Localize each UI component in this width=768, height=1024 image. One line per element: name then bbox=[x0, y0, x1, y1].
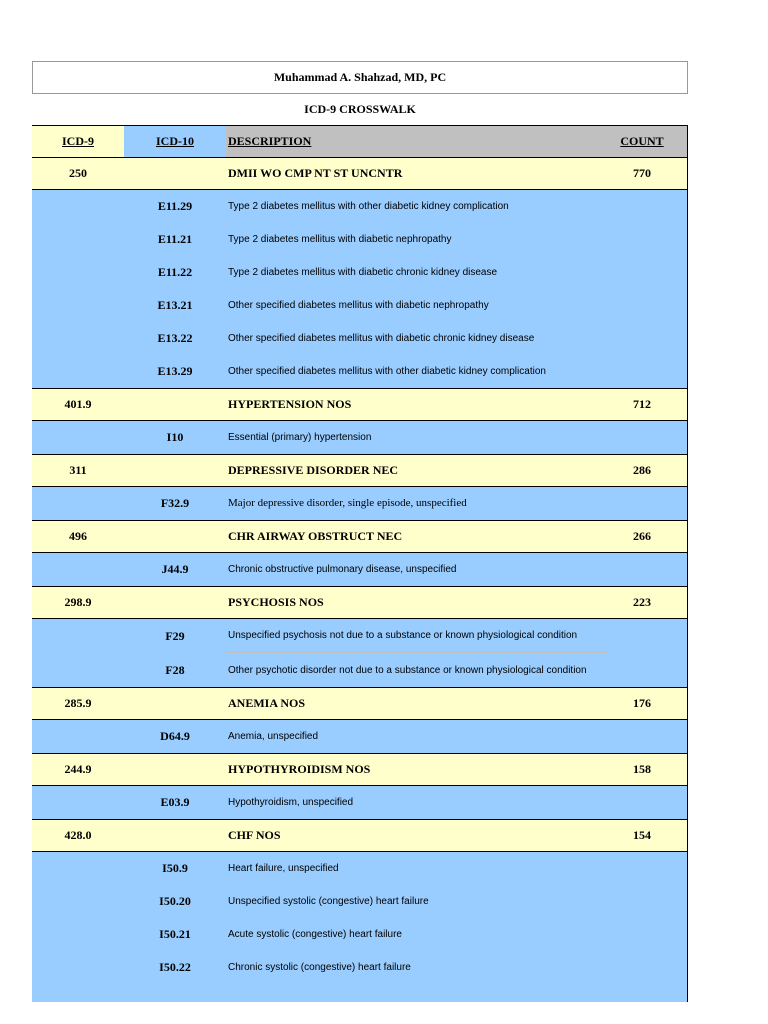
header-description: DESCRIPTION bbox=[226, 126, 597, 157]
icd10-code: E13.29 bbox=[157, 364, 193, 378]
icd9-code: 285.9 bbox=[64, 696, 92, 710]
icd10-code: I50.20 bbox=[159, 894, 191, 908]
icd10-code: F28 bbox=[165, 662, 185, 677]
header-count: COUNT bbox=[597, 126, 687, 157]
icd10-mappings bbox=[32, 852, 687, 1002]
icd10-row bbox=[32, 289, 687, 322]
icd9-row bbox=[32, 455, 687, 487]
icd9-code-empty bbox=[32, 553, 124, 586]
icd10-description: Anemia, unspecified bbox=[228, 731, 319, 742]
icd9-row bbox=[32, 587, 687, 619]
icd10-code: E11.22 bbox=[157, 265, 193, 279]
icd10-code: I10 bbox=[166, 430, 184, 444]
icd10-code: E03.9 bbox=[160, 795, 190, 809]
practice-name: Muhammad A. Shahzad, MD, PC bbox=[273, 70, 447, 84]
icd9-code-empty bbox=[32, 421, 124, 454]
icd9-code-empty bbox=[32, 190, 124, 223]
practice-name-box bbox=[32, 61, 688, 94]
icd10-code: F32.9 bbox=[160, 496, 190, 510]
icd10-row bbox=[32, 951, 687, 984]
icd10-code-empty bbox=[124, 820, 226, 851]
icd10-code: E11.29 bbox=[157, 199, 193, 213]
icd9-code-empty bbox=[32, 256, 124, 289]
icd10-row bbox=[32, 487, 687, 520]
icd10-row bbox=[32, 553, 687, 586]
icd9-code-empty bbox=[32, 653, 124, 687]
icd10-code: D64.9 bbox=[160, 729, 190, 743]
icd10-mappings bbox=[32, 190, 687, 389]
icd10-row bbox=[32, 653, 687, 687]
icd9-code: 496 bbox=[69, 529, 87, 543]
icd10-description: Other specified diabetes mellitus with diabetic nephropathy bbox=[228, 300, 489, 311]
icd9-code-empty bbox=[32, 619, 124, 653]
icd9-code-empty bbox=[32, 951, 124, 984]
icd10-code-empty bbox=[124, 455, 226, 486]
icd9-code-empty bbox=[32, 786, 124, 819]
icd10-code: E11.21 bbox=[157, 232, 193, 246]
icd9-count: 223 bbox=[633, 595, 651, 609]
icd9-row bbox=[32, 389, 687, 421]
icd10-description: Other specified diabetes mellitus with other diabetic kidney complication bbox=[228, 366, 546, 377]
icd9-row bbox=[32, 158, 687, 190]
icd10-code-empty bbox=[124, 587, 226, 618]
icd9-code-empty bbox=[32, 487, 124, 520]
icd9-description: DMII WO CMP NT ST UNCNTR bbox=[228, 166, 403, 180]
icd9-code-empty bbox=[32, 289, 124, 322]
icd10-description: Chronic obstructive pulmonary disease, unspecified bbox=[228, 564, 457, 575]
table-body bbox=[32, 158, 687, 1002]
icd10-row bbox=[32, 720, 687, 753]
icd9-row bbox=[32, 754, 687, 786]
icd9-description: ANEMIA NOS bbox=[228, 696, 306, 710]
icd10-row bbox=[32, 421, 687, 454]
icd10-mappings bbox=[32, 487, 687, 521]
icd10-description: Heart failure, unspecified bbox=[228, 863, 339, 874]
icd10-code-empty bbox=[124, 754, 226, 785]
icd10-mappings bbox=[32, 619, 687, 688]
icd10-description: Acute systolic (congestive) heart failure bbox=[228, 929, 402, 940]
icd10-code-empty bbox=[124, 688, 226, 719]
icd10-mappings bbox=[32, 553, 687, 587]
icd10-mappings bbox=[32, 421, 687, 455]
icd10-row bbox=[32, 355, 687, 388]
icd10-description: Essential (primary) hypertension bbox=[228, 432, 372, 443]
icd9-description: HYPOTHYROIDISM NOS bbox=[228, 762, 371, 776]
icd10-description: Type 2 diabetes mellitus with other diabetic kidney complication bbox=[228, 201, 509, 212]
icd10-row bbox=[32, 322, 687, 355]
icd9-count: 158 bbox=[633, 762, 651, 776]
icd9-code: 244.9 bbox=[64, 762, 92, 776]
table-header-row bbox=[32, 125, 687, 158]
icd10-mappings bbox=[32, 786, 687, 820]
icd10-description: Unspecified systolic (congestive) heart failure bbox=[228, 896, 429, 907]
icd10-description: Hypothyroidism, unspecified bbox=[228, 797, 354, 808]
crosswalk-table bbox=[32, 125, 688, 1002]
icd9-code: 311 bbox=[69, 463, 87, 477]
icd10-code-empty bbox=[124, 521, 226, 552]
icd9-code-empty bbox=[32, 322, 124, 355]
icd9-description: HYPERTENSION NOS bbox=[228, 397, 352, 411]
icd10-code: E13.22 bbox=[157, 331, 193, 345]
icd10-description: Other specified diabetes mellitus with diabetic chronic kidney disease bbox=[228, 333, 535, 344]
icd10-mappings bbox=[32, 720, 687, 754]
icd9-description: CHF NOS bbox=[228, 828, 281, 842]
icd9-code-empty bbox=[32, 885, 124, 918]
icd10-row bbox=[32, 223, 687, 256]
icd10-description: Other psychotic disorder not due to a substance or known physiological condition bbox=[228, 664, 587, 676]
icd9-code: 401.9 bbox=[64, 397, 92, 411]
icd10-row bbox=[32, 918, 687, 951]
icd9-description: PSYCHOSIS NOS bbox=[228, 595, 324, 609]
icd9-code-empty bbox=[32, 918, 124, 951]
icd10-row bbox=[32, 852, 687, 885]
header-icd10: ICD-10 bbox=[124, 126, 226, 157]
icd9-code-empty bbox=[32, 355, 124, 388]
icd10-row bbox=[32, 786, 687, 819]
icd9-row bbox=[32, 688, 687, 720]
icd9-count: 770 bbox=[633, 166, 651, 180]
icd9-count: 286 bbox=[633, 463, 651, 477]
icd10-code-empty bbox=[124, 389, 226, 420]
icd10-row bbox=[32, 256, 687, 289]
icd9-code-empty bbox=[32, 223, 124, 256]
icd9-code-empty bbox=[32, 720, 124, 753]
icd9-row bbox=[32, 820, 687, 852]
icd10-description: Major depressive disorder, single episode, unspecified bbox=[228, 497, 467, 510]
document-subtitle bbox=[32, 94, 688, 125]
icd10-code: E13.21 bbox=[157, 298, 193, 312]
icd10-row bbox=[32, 619, 687, 653]
subtitle-text: ICD-9 CROSSWALK bbox=[304, 102, 416, 116]
icd10-code: J44.9 bbox=[161, 562, 189, 576]
icd9-code: 250 bbox=[69, 166, 87, 180]
icd9-row bbox=[32, 521, 687, 553]
icd9-description: CHR AIRWAY OBSTRUCT NEC bbox=[228, 529, 403, 543]
icd9-count: 266 bbox=[633, 529, 651, 543]
icd9-count: 154 bbox=[633, 828, 651, 842]
icd10-description: Unspecified psychosis not due to a substance or known physiological condition bbox=[226, 619, 607, 653]
icd10-row bbox=[32, 190, 687, 223]
icd10-code: F29 bbox=[165, 628, 185, 643]
icd9-count: 176 bbox=[633, 696, 651, 710]
icd9-code-empty bbox=[32, 852, 124, 885]
icd10-code: I50.22 bbox=[159, 960, 191, 974]
icd9-description: DEPRESSIVE DISORDER NEC bbox=[228, 463, 399, 477]
icd10-code-empty bbox=[124, 158, 226, 189]
icd10-row bbox=[32, 885, 687, 918]
icd10-description: Type 2 diabetes mellitus with diabetic chronic kidney disease bbox=[228, 267, 498, 278]
icd10-description: Type 2 diabetes mellitus with diabetic nephropathy bbox=[228, 234, 452, 245]
icd9-count: 712 bbox=[633, 397, 651, 411]
icd10-description: Chronic systolic (congestive) heart failure bbox=[228, 962, 411, 973]
icd10-code: I50.9 bbox=[162, 861, 188, 875]
icd9-code: 428.0 bbox=[64, 828, 92, 842]
icd9-code: 298.9 bbox=[64, 595, 92, 609]
icd10-code: I50.21 bbox=[159, 927, 191, 941]
header-icd9: ICD-9 bbox=[32, 126, 124, 157]
crosswalk-sheet bbox=[32, 61, 688, 1002]
